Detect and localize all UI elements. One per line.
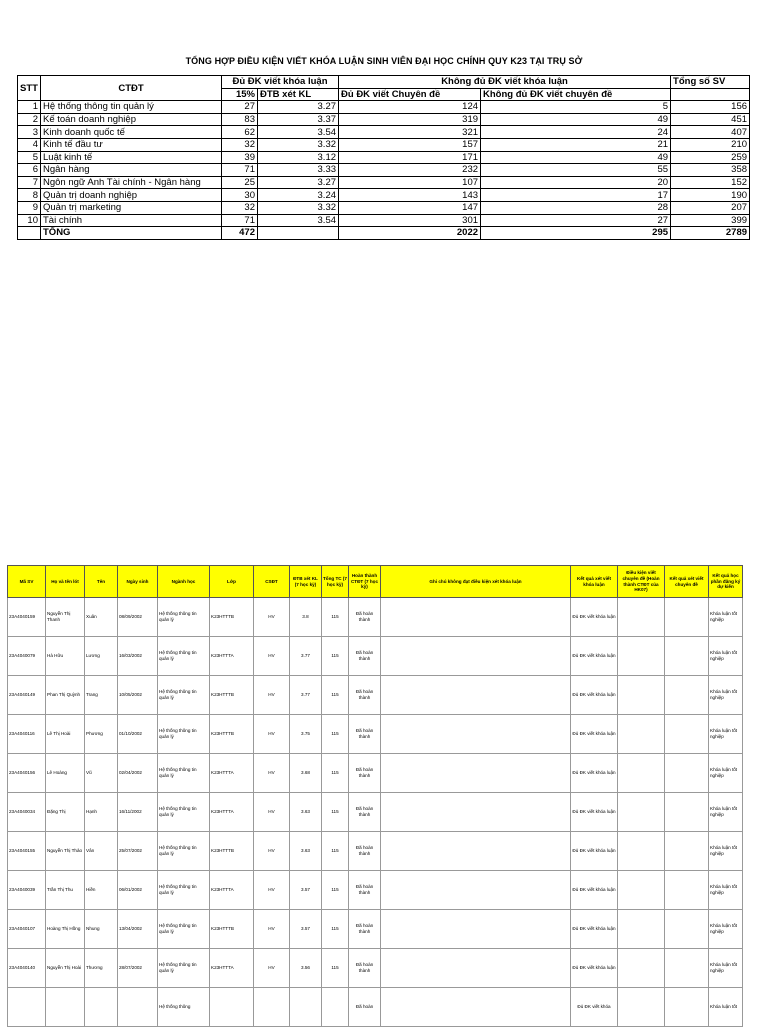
summary-cell-dtb: 3.32 — [258, 138, 339, 151]
detail-cell-empty-12 — [618, 715, 665, 754]
summary-cell-stt: 1 — [18, 101, 41, 114]
detail-cell-empty-10 — [381, 715, 571, 754]
summary-cell-kcd: 20 — [481, 176, 671, 189]
col-nganh: Ngành học — [158, 566, 210, 598]
detail-cell-ht: Đã hoàn thành — [349, 832, 381, 871]
detail-cell-kq: Đủ ĐK viết khóa — [571, 988, 618, 1027]
detail-cell-ma: 23A4040149 — [8, 676, 46, 715]
summary-total-empty — [18, 227, 41, 240]
page-title: TỔNG HỢP ĐIỀU KIỆN VIẾT KHÓA LUẬN SINH VIÊN ĐẠI HỌC CHÍNH QUY K23 TẠI TRỤ SỞ — [185, 56, 583, 66]
detail-cell-ten: Vũ — [85, 754, 118, 793]
summary-total-row — [18, 227, 750, 240]
col-ghi-chu: Ghi chú không đạt điều kiện xét khóa luận — [381, 566, 571, 598]
detail-cell-empty-10 — [381, 676, 571, 715]
detail-cell-empty-13 — [665, 910, 709, 949]
detail-cell-hoc: Khóa luận tốt nghiệp — [709, 715, 743, 754]
detail-cell-dtb: 3.75 — [290, 715, 322, 754]
summary-cell-name: Hệ thống thông tin quản lý — [41, 101, 222, 114]
detail-cell-ten: Lương — [85, 637, 118, 676]
detail-cell-kq: Đủ ĐK viết khóa luận — [571, 598, 618, 637]
summary-cell-total: 190 — [671, 189, 750, 202]
summary-cell-kcd: 21 — [481, 138, 671, 151]
detail-cell-empty-13 — [665, 832, 709, 871]
detail-cell-ht: Đã hoàn thành — [349, 754, 381, 793]
col-ma-sv: Mã SV — [8, 566, 46, 598]
summary-cell-total: 210 — [671, 138, 750, 151]
detail-cell-nganh: Hệ thống thông tin quản lý — [158, 715, 210, 754]
detail-cell-empty-13 — [665, 949, 709, 988]
table-row — [8, 676, 743, 715]
detail-cell-ns: 25/07/2002 — [118, 832, 158, 871]
detail-cell-hoc: Khóa luận tốt nghiệp — [709, 949, 743, 988]
summary-row — [18, 138, 750, 151]
summary-cell-dtb: 3.27 — [258, 176, 339, 189]
summary-cell-kl: 62 — [222, 126, 258, 139]
detail-table — [7, 565, 743, 1027]
detail-cell-empty-10 — [381, 754, 571, 793]
summary-cell-dtb: 3.54 — [258, 214, 339, 227]
detail-cell-empty-10 — [381, 637, 571, 676]
summary-cell-cd: 147 — [339, 201, 481, 214]
col-kq-cd: Kết quả xét viết chuyên đề — [665, 566, 709, 598]
detail-cell-empty-13 — [665, 988, 709, 1027]
table-row — [8, 715, 743, 754]
detail-cell-lop: K23HTTTA — [210, 793, 254, 832]
detail-cell-ho: Nguyễn Thị Thảo — [46, 832, 85, 871]
summary-cell-kcd: 17 — [481, 189, 671, 202]
summary-cell-kl: 71 — [222, 214, 258, 227]
summary-cell-total: 152 — [671, 176, 750, 189]
detail-cell-ho: Nguyễn Thị Hoài — [46, 949, 85, 988]
detail-cell-ma: 23A4040140 — [8, 949, 46, 988]
detail-cell-ten: Nhung — [85, 910, 118, 949]
summary-cell-dtb: 3.27 — [258, 101, 339, 114]
detail-cell-ma: 23A4040107 — [8, 910, 46, 949]
detail-cell-ma — [8, 988, 46, 1027]
detail-cell-ma: 23A4040079 — [8, 637, 46, 676]
summary-row — [18, 164, 750, 177]
detail-cell-lop — [210, 988, 254, 1027]
detail-cell-hoc: Khóa luận tốt nghiệp — [709, 676, 743, 715]
detail-cell-ho — [46, 988, 85, 1027]
header-tong-so-sv: Tổng số SV — [671, 76, 750, 89]
summary-cell-cd: 319 — [339, 113, 481, 126]
summary-cell-stt: 9 — [18, 201, 41, 214]
detail-cell-kq: Đủ ĐK viết khóa luận — [571, 715, 618, 754]
detail-cell-nganh: Hệ thống thông tin quản lý — [158, 910, 210, 949]
col-ho-ten-lot: Họ và tên lót — [46, 566, 85, 598]
detail-cell-empty-12 — [618, 871, 665, 910]
col-tong-tc: Tổng TC (7 học kỳ) — [322, 566, 349, 598]
detail-cell-empty-12 — [618, 949, 665, 988]
detail-cell-tc: 115 — [322, 637, 349, 676]
summary-row — [18, 201, 750, 214]
summary-cell-name: Kế toán doanh nghiệp — [41, 113, 222, 126]
summary-cell-kcd: 24 — [481, 126, 671, 139]
detail-cell-lop: K23HTTTA — [210, 949, 254, 988]
detail-cell-dtb: 3.57 — [290, 910, 322, 949]
summary-cell-name: Kinh doanh quốc tế — [41, 126, 222, 139]
summary-total-kl: 472 — [222, 227, 258, 240]
table-row — [8, 910, 743, 949]
detail-cell-ht: Đã hoàn thành — [349, 910, 381, 949]
summary-cell-dtb: 3.12 — [258, 151, 339, 164]
detail-cell-ns: 01/10/2002 — [118, 715, 158, 754]
summary-cell-total: 207 — [671, 201, 750, 214]
detail-cell-nganh: Hệ thống thông tin quản lý — [158, 637, 210, 676]
col-ngay-sinh: Ngày sinh — [118, 566, 158, 598]
summary-cell-cd: 143 — [339, 189, 481, 202]
detail-cell-empty-10 — [381, 793, 571, 832]
detail-cell-nganh: Hệ thống thông tin quản lý — [158, 871, 210, 910]
detail-cell-nganh: Hệ thống thông tin quản lý — [158, 793, 210, 832]
detail-cell-csdt — [254, 988, 290, 1027]
detail-cell-csdt: HV — [254, 715, 290, 754]
summary-total-empty — [258, 227, 339, 240]
col-hoan-thanh: Hoàn thành CTĐT (7 học kỳ) — [349, 566, 381, 598]
detail-cell-csdt: HV — [254, 793, 290, 832]
detail-cell-lop: K23HTTTB — [210, 676, 254, 715]
table-row — [8, 871, 743, 910]
col-lop: Lớp — [210, 566, 254, 598]
detail-cell-lop: K23HTTTB — [210, 832, 254, 871]
summary-row — [18, 189, 750, 202]
detail-cell-empty-12 — [618, 637, 665, 676]
header-pct: 15% — [222, 88, 258, 101]
detail-cell-empty-10 — [381, 988, 571, 1027]
summary-row — [18, 113, 750, 126]
detail-cell-ns: 10/05/2002 — [118, 676, 158, 715]
detail-cell-lop: K23HTTTA — [210, 871, 254, 910]
detail-cell-ten: Hạnh — [85, 793, 118, 832]
detail-cell-csdt: HV — [254, 637, 290, 676]
detail-cell-tc: 115 — [322, 871, 349, 910]
detail-cell-ns: 13/04/2002 — [118, 910, 158, 949]
detail-cell-lop: K23HTTTA — [210, 637, 254, 676]
detail-cell-ht: Đã hoàn thành — [349, 637, 381, 676]
detail-cell-nganh: Hệ thống thông — [158, 988, 210, 1027]
summary-cell-dtb: 3.37 — [258, 113, 339, 126]
header-stt: STT — [18, 76, 41, 101]
summary-cell-total: 407 — [671, 126, 750, 139]
col-dtb: ĐTB xét KL (7 học kỳ) — [290, 566, 322, 598]
summary-cell-name: Quản trị doanh nghiệp — [41, 189, 222, 202]
detail-cell-dtb: 3.63 — [290, 793, 322, 832]
summary-row — [18, 176, 750, 189]
header-du-cd: Đủ ĐK viết Chuyên đề — [339, 88, 481, 101]
detail-cell-ht: Đã hoàn thành — [349, 949, 381, 988]
detail-cell-empty-13 — [665, 871, 709, 910]
table-row — [8, 637, 743, 676]
detail-cell-csdt: HV — [254, 832, 290, 871]
detail-cell-nganh: Hệ thống thông tin quản lý — [158, 754, 210, 793]
detail-cell-csdt: HV — [254, 598, 290, 637]
detail-cell-lop: K23HTTTB — [210, 910, 254, 949]
detail-cell-ten — [85, 988, 118, 1027]
detail-cell-empty-12 — [618, 988, 665, 1027]
table-row — [8, 598, 743, 637]
detail-cell-dtb: 3.77 — [290, 637, 322, 676]
detail-cell-kq: Đủ ĐK viết khóa luận — [571, 793, 618, 832]
header-dtb: ĐTB xét KL — [258, 88, 339, 101]
detail-cell-ho: Nguyễn Thị Thanh — [46, 598, 85, 637]
detail-cell-ht: Đã hoàn thành — [349, 598, 381, 637]
detail-cell-empty-10 — [381, 832, 571, 871]
summary-cell-stt: 2 — [18, 113, 41, 126]
detail-cell-ma: 23A4040155 — [8, 832, 46, 871]
detail-cell-ht: Đã hoàn thành — [349, 871, 381, 910]
detail-cell-ns — [118, 988, 158, 1027]
summary-cell-kl: 83 — [222, 113, 258, 126]
detail-cell-tc: 115 — [322, 949, 349, 988]
detail-cell-hoc: Khóa luận tốt nghiệp — [709, 910, 743, 949]
detail-cell-kq: Đủ ĐK viết khóa luận — [571, 949, 618, 988]
detail-cell-ho: Hoàng Thị Hồng — [46, 910, 85, 949]
summary-cell-kl: 25 — [222, 176, 258, 189]
detail-cell-lop: K23HTTTB — [210, 715, 254, 754]
detail-cell-dtb: 3.68 — [290, 754, 322, 793]
summary-cell-name: Luật kinh tế — [41, 151, 222, 164]
summary-cell-kcd: 5 — [481, 101, 671, 114]
detail-cell-kq: Đủ ĐK viết khóa luận — [571, 832, 618, 871]
detail-cell-ho: Lê Thị Hoài — [46, 715, 85, 754]
detail-cell-tc — [322, 988, 349, 1027]
detail-cell-ma: 23A4040116 — [8, 715, 46, 754]
col-kq-kl: Kết quả xét viết khóa luận — [571, 566, 618, 598]
detail-cell-kq: Đủ ĐK viết khóa luận — [571, 910, 618, 949]
summary-cell-dtb: 3.24 — [258, 189, 339, 202]
col-ten: Tên — [85, 566, 118, 598]
summary-cell-cd: 171 — [339, 151, 481, 164]
detail-cell-dtb: 3.63 — [290, 832, 322, 871]
summary-cell-dtb: 3.33 — [258, 164, 339, 177]
summary-cell-stt: 10 — [18, 214, 41, 227]
detail-cell-tc: 115 — [322, 832, 349, 871]
detail-cell-csdt: HV — [254, 910, 290, 949]
summary-cell-kl: 71 — [222, 164, 258, 177]
detail-cell-csdt: HV — [254, 754, 290, 793]
detail-cell-empty-10 — [381, 949, 571, 988]
summary-total-cd: 2022 — [339, 227, 481, 240]
detail-cell-ten: Xuân — [85, 598, 118, 637]
detail-cell-ho: Trần Thị Thu — [46, 871, 85, 910]
summary-total-label: TỔNG — [41, 227, 222, 240]
detail-cell-ht: Đã hoàn thành — [349, 793, 381, 832]
detail-cell-nganh: Hệ thống thông tin quản lý — [158, 598, 210, 637]
detail-cell-empty-10 — [381, 910, 571, 949]
detail-cell-hoc: Khóa luận tốt nghiệp — [709, 637, 743, 676]
detail-cell-nganh: Hệ thống thông tin quản lý — [158, 949, 210, 988]
detail-cell-hoc: Khóa luận tốt nghiệp — [709, 598, 743, 637]
summary-cell-total: 451 — [671, 113, 750, 126]
detail-cell-ht: Đã hoàn thành — [349, 676, 381, 715]
summary-cell-kl: 27 — [222, 101, 258, 114]
summary-row — [18, 151, 750, 164]
summary-cell-name: Ngôn ngữ Anh Tài chính - Ngân hàng — [41, 176, 222, 189]
summary-cell-kl: 32 — [222, 138, 258, 151]
summary-cell-kl: 30 — [222, 189, 258, 202]
summary-row — [18, 101, 750, 114]
summary-total-total: 2789 — [671, 227, 750, 240]
detail-cell-tc: 115 — [322, 793, 349, 832]
detail-cell-dtb: 3.77 — [290, 676, 322, 715]
detail-cell-tc: 115 — [322, 910, 349, 949]
detail-cell-ht: Đã hoàn thành — [349, 715, 381, 754]
detail-cell-ns: 28/07/2002 — [118, 949, 158, 988]
summary-cell-stt: 8 — [18, 189, 41, 202]
detail-cell-kq: Đủ ĐK viết khóa luận — [571, 676, 618, 715]
summary-cell-cd: 232 — [339, 164, 481, 177]
summary-cell-dtb: 3.54 — [258, 126, 339, 139]
detail-cell-ho: Hà Hữu — [46, 637, 85, 676]
detail-cell-empty-13 — [665, 676, 709, 715]
detail-cell-ho: Phan Thị Quỳnh — [46, 676, 85, 715]
detail-cell-tc: 115 — [322, 676, 349, 715]
detail-cell-dtb: 3.57 — [290, 871, 322, 910]
summary-cell-stt: 3 — [18, 126, 41, 139]
summary-cell-name: Kinh tế đầu tư — [41, 138, 222, 151]
detail-cell-lop: K23HTTTA — [210, 754, 254, 793]
detail-cell-ns: 16/11/2002 — [118, 793, 158, 832]
detail-cell-ma: 23A4040039 — [8, 871, 46, 910]
table-row — [8, 832, 743, 871]
detail-cell-hoc: Khóa luận tốt nghiệp — [709, 832, 743, 871]
detail-cell-ns: 02/04/2002 — [118, 754, 158, 793]
detail-cell-empty-10 — [381, 871, 571, 910]
header-empty — [671, 88, 750, 101]
detail-cell-nganh: Hệ thống thông tin quản lý — [158, 676, 210, 715]
detail-cell-ma: 23A4040034 — [8, 793, 46, 832]
detail-cell-hoc: Khóa luận tốt nghiệp — [709, 793, 743, 832]
summary-cell-kcd: 27 — [481, 214, 671, 227]
col-csdt: CSĐT — [254, 566, 290, 598]
detail-cell-empty-13 — [665, 637, 709, 676]
detail-cell-kq: Đủ ĐK viết khóa luận — [571, 637, 618, 676]
summary-cell-dtb: 3.32 — [258, 201, 339, 214]
detail-cell-ten: Hiền — [85, 871, 118, 910]
detail-cell-dtb: 3.56 — [290, 949, 322, 988]
summary-cell-stt: 5 — [18, 151, 41, 164]
table-row — [8, 988, 743, 1027]
detail-cell-empty-12 — [618, 676, 665, 715]
detail-cell-tc: 115 — [322, 598, 349, 637]
summary-cell-name: Tài chính — [41, 214, 222, 227]
header-du-dk: Đủ ĐK viết khóa luận — [222, 76, 339, 89]
summary-cell-kl: 39 — [222, 151, 258, 164]
detail-cell-csdt: HV — [254, 949, 290, 988]
detail-cell-tc: 115 — [322, 715, 349, 754]
summary-cell-cd: 107 — [339, 176, 481, 189]
header-khong-du-cd: Không đủ ĐK viết chuyên đề — [481, 88, 671, 101]
summary-cell-total: 358 — [671, 164, 750, 177]
detail-cell-empty-12 — [618, 754, 665, 793]
detail-cell-dtb — [290, 988, 322, 1027]
summary-cell-cd: 157 — [339, 138, 481, 151]
summary-table — [17, 75, 750, 240]
summary-cell-name: Quản trị marketing — [41, 201, 222, 214]
detail-cell-ns: 06/01/2002 — [118, 871, 158, 910]
detail-cell-empty-10 — [381, 598, 571, 637]
detail-cell-hoc: Khóa luận tốt nghiệp — [709, 754, 743, 793]
summary-cell-cd: 321 — [339, 126, 481, 139]
detail-cell-dtb: 3.8 — [290, 598, 322, 637]
detail-cell-lop: K23HTTTB — [210, 598, 254, 637]
detail-cell-empty-12 — [618, 598, 665, 637]
detail-cell-ten: Phương — [85, 715, 118, 754]
detail-cell-csdt: HV — [254, 871, 290, 910]
summary-cell-stt: 6 — [18, 164, 41, 177]
header-ctdt: CTĐT — [41, 76, 222, 101]
summary-cell-name: Ngân hàng — [41, 164, 222, 177]
detail-cell-empty-13 — [665, 754, 709, 793]
detail-cell-hoc: Khóa luận tốt — [709, 988, 743, 1027]
summary-cell-kl: 32 — [222, 201, 258, 214]
detail-cell-empty-13 — [665, 598, 709, 637]
summary-cell-cd: 124 — [339, 101, 481, 114]
detail-cell-empty-12 — [618, 832, 665, 871]
detail-cell-ten: Vân — [85, 832, 118, 871]
header-khong-du: Không đủ ĐK viết khóa luận — [339, 76, 671, 89]
summary-cell-kcd: 49 — [481, 113, 671, 126]
detail-cell-ns: 16/03/2002 — [118, 637, 158, 676]
summary-row — [18, 126, 750, 139]
col-dk-cd: Điều kiện viết chuyên đề (Hoàn thành CTĐT của HK07) — [618, 566, 665, 598]
summary-cell-cd: 301 — [339, 214, 481, 227]
detail-cell-tc: 115 — [322, 754, 349, 793]
detail-cell-kq: Đủ ĐK viết khóa luận — [571, 871, 618, 910]
detail-cell-ns: 08/09/2002 — [118, 598, 158, 637]
detail-cell-ten: Trang — [85, 676, 118, 715]
detail-cell-ma: 23A4040156 — [8, 754, 46, 793]
detail-cell-nganh: Hệ thống thông tin quản lý — [158, 832, 210, 871]
summary-cell-total: 156 — [671, 101, 750, 114]
summary-cell-stt: 7 — [18, 176, 41, 189]
summary-cell-kcd: 55 — [481, 164, 671, 177]
summary-cell-kcd: 49 — [481, 151, 671, 164]
detail-cell-ho: Lê Hoàng — [46, 754, 85, 793]
table-row — [8, 949, 743, 988]
table-row — [8, 793, 743, 832]
detail-cell-empty-12 — [618, 793, 665, 832]
summary-cell-stt: 4 — [18, 138, 41, 151]
table-row — [8, 754, 743, 793]
detail-cell-empty-12 — [618, 910, 665, 949]
detail-cell-ten: Thương — [85, 949, 118, 988]
detail-cell-ht: Đã hoàn — [349, 988, 381, 1027]
detail-cell-hoc: Khóa luận tốt nghiệp — [709, 871, 743, 910]
detail-cell-empty-13 — [665, 793, 709, 832]
detail-cell-ma: 23A4040159 — [8, 598, 46, 637]
summary-total-kcd: 295 — [481, 227, 671, 240]
detail-cell-empty-13 — [665, 715, 709, 754]
summary-row — [18, 214, 750, 227]
summary-cell-total: 259 — [671, 151, 750, 164]
detail-cell-kq: Đủ ĐK viết khóa luận — [571, 754, 618, 793]
detail-cell-ho: Đặng Thị — [46, 793, 85, 832]
summary-cell-total: 399 — [671, 214, 750, 227]
detail-cell-csdt: HV — [254, 676, 290, 715]
col-kq-hoc: Kết quả học phần đăng ký dự kiến — [709, 566, 743, 598]
summary-cell-kcd: 28 — [481, 201, 671, 214]
